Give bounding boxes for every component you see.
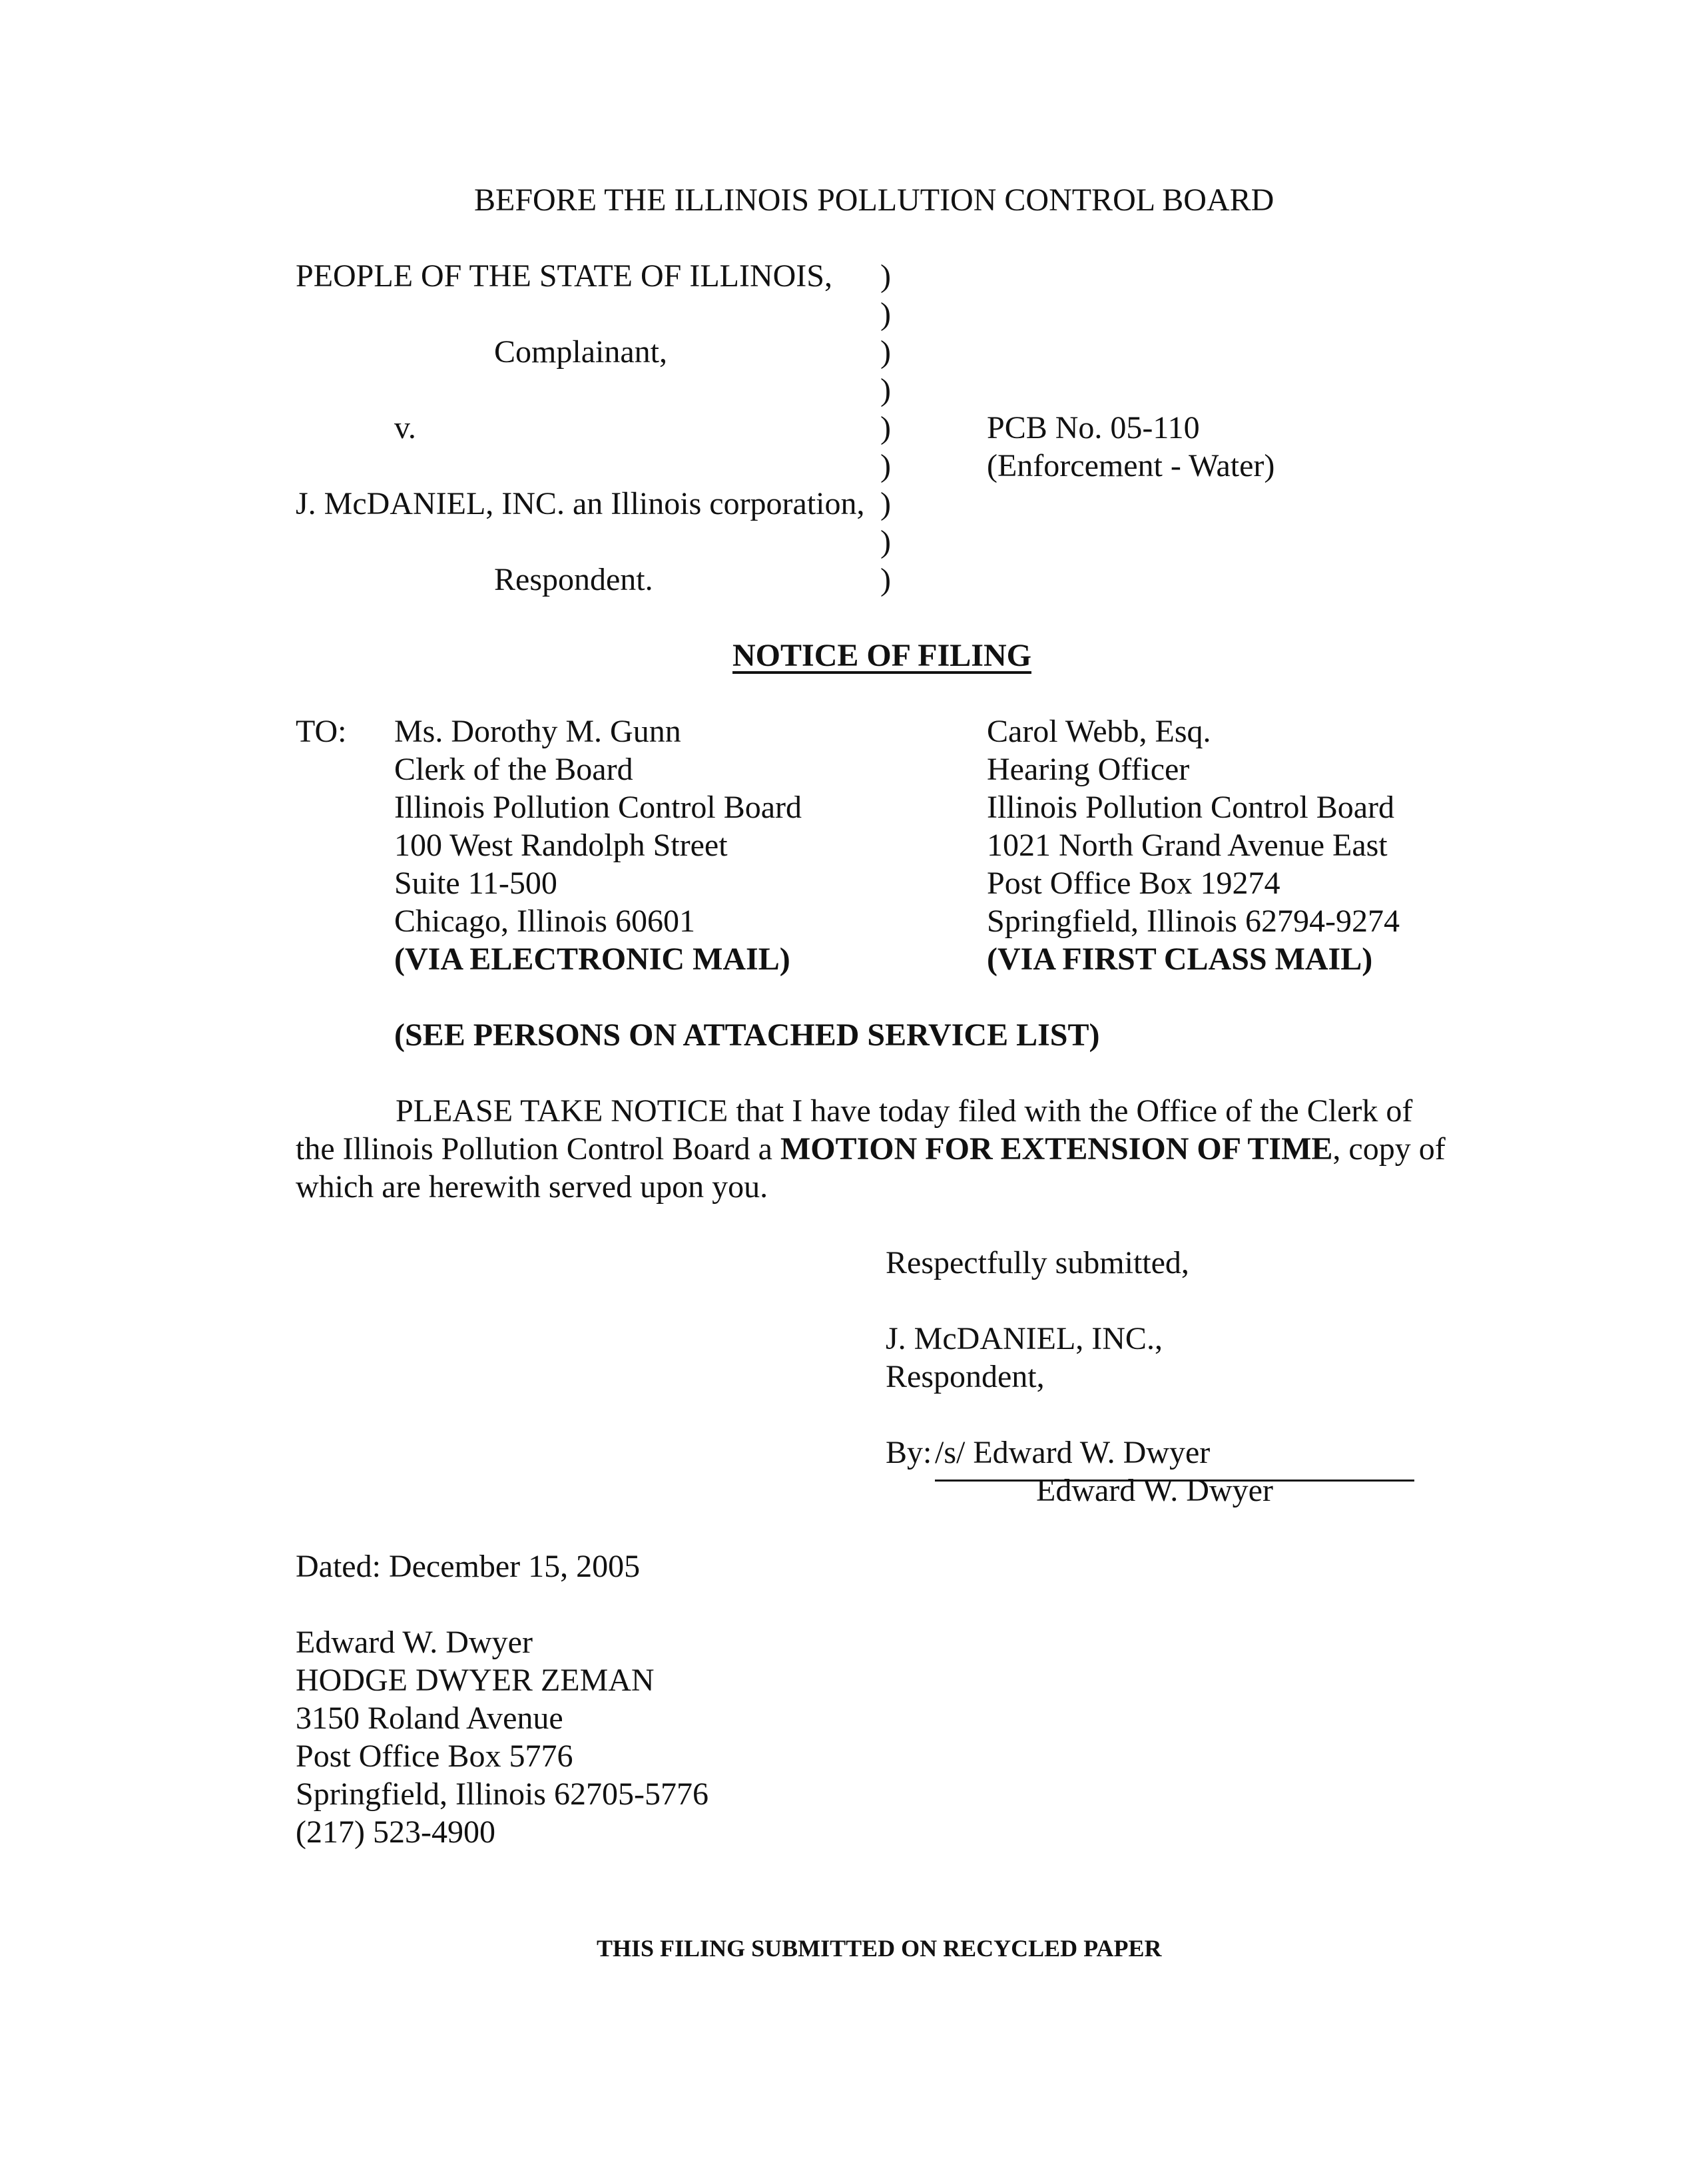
recipient-name: Carol Webb, Esq.	[987, 714, 1211, 749]
caption-paren: )	[880, 258, 891, 294]
caption-paren: )	[880, 562, 891, 597]
notice-paragraph	[296, 1092, 1454, 1206]
firm-phone: (217) 523-4900	[296, 1814, 495, 1850]
versus-label: v.	[394, 410, 416, 445]
caption-paren: )	[880, 334, 891, 370]
case-type: (Enforcement - Water)	[987, 448, 1275, 483]
electronic-signature: /s/ Edward W. Dwyer	[935, 1435, 1211, 1470]
board-title: BEFORE THE ILLINOIS POLLUTION CONTROL BOARD	[474, 182, 1274, 218]
recipient-name: Ms. Dorothy M. Gunn	[394, 714, 681, 749]
party-name: J. McDANIEL, INC.,	[886, 1321, 1163, 1356]
caption-paren: )	[880, 410, 891, 445]
recipient-org: Illinois Pollution Control Board	[394, 790, 802, 825]
recipient-city: Chicago, Illinois 60601	[394, 904, 695, 939]
firm-name: HODGE DWYER ZEMAN	[296, 1663, 655, 1698]
printed-name: Edward W. Dwyer	[1036, 1473, 1273, 1508]
notice-text: PLEASE TAKE NOTICE that I have today filed with the Office of the Clerk of the Illinois Pollution Control Board a	[296, 1093, 1413, 1167]
to-label: TO:	[296, 714, 347, 749]
recipient-street: 100 West Randolph Street	[394, 828, 728, 863]
firm-pobox: Post Office Box 5776	[296, 1739, 573, 1774]
case-number: PCB No. 05-110	[987, 410, 1200, 445]
recipient-title: Clerk of the Board	[394, 752, 633, 787]
notice-title: NOTICE OF FILING	[732, 638, 1031, 673]
complainant-name: PEOPLE OF THE STATE OF ILLINOIS,	[296, 258, 832, 294]
recipient-city: Springfield, Illinois 62794-9274	[987, 904, 1400, 939]
motion-title: MOTION FOR EXTENSION OF TIME	[780, 1131, 1333, 1167]
delivery-method: (VIA ELECTRONIC MAIL)	[394, 942, 790, 977]
recipient-title: Hearing Officer	[987, 752, 1190, 787]
recipient-pobox: Post Office Box 19274	[987, 866, 1280, 901]
date-line: Dated: December 15, 2005	[296, 1549, 641, 1584]
respondent-name: J. McDANIEL, INC. an Illinois corporation,	[296, 486, 865, 521]
firm-street: 3150 Roland Avenue	[296, 1701, 563, 1736]
caption-paren: )	[880, 296, 891, 332]
delivery-method: (VIA FIRST CLASS MAIL)	[987, 942, 1373, 977]
recipient-street: 1021 North Grand Avenue East	[987, 828, 1388, 863]
attorney-name: Edward W. Dwyer	[296, 1625, 533, 1660]
notice-text-end: , copy of which are herewith served upon you.	[296, 1131, 1446, 1205]
service-list-note: (SEE PERSONS ON ATTACHED SERVICE LIST)	[394, 1017, 1100, 1053]
respondent-role: Respondent.	[494, 562, 653, 597]
by-label: By:	[886, 1435, 932, 1470]
complainant-role: Complainant,	[494, 334, 667, 370]
caption-paren: )	[880, 372, 891, 408]
closing: Respectfully submitted,	[886, 1245, 1189, 1280]
firm-city: Springfield, Illinois 62705-5776	[296, 1776, 708, 1812]
recipient-suite: Suite 11-500	[394, 866, 557, 901]
recipient-org: Illinois Pollution Control Board	[987, 790, 1395, 825]
caption-paren: )	[880, 486, 891, 521]
party-role: Respondent,	[886, 1359, 1045, 1394]
caption-paren: )	[880, 524, 891, 559]
recycled-paper-footer: THIS FILING SUBMITTED ON RECYCLED PAPER	[597, 1935, 1162, 1962]
caption-paren: )	[880, 448, 891, 483]
